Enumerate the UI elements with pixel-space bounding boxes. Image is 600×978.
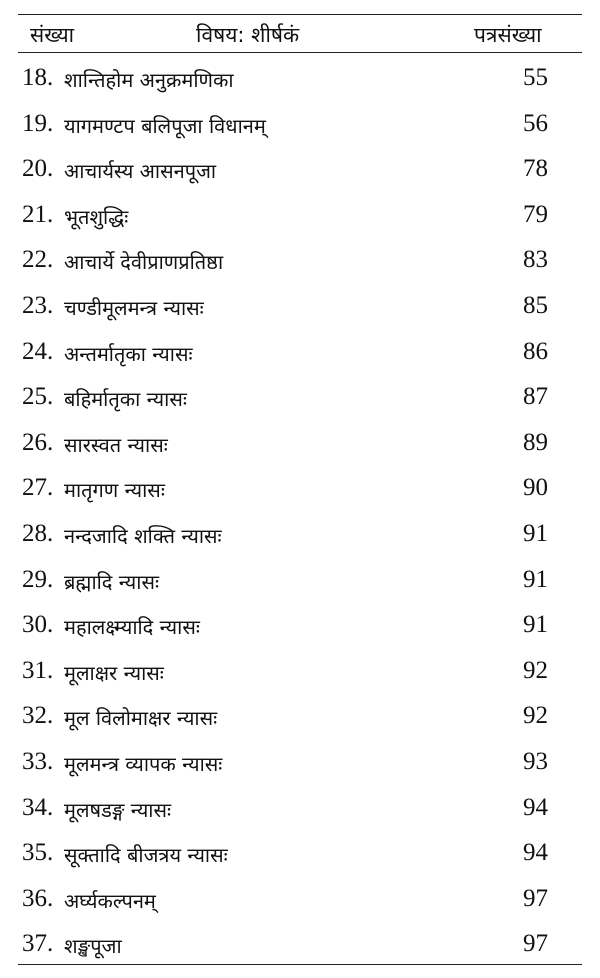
list-item	[0, 879, 600, 925]
table-header	[0, 14, 600, 52]
item-page-number: 91	[523, 611, 548, 639]
list-item	[0, 468, 600, 514]
item-number: 20.	[22, 155, 54, 183]
item-title: अर्घ्यकल्पनम्	[64, 888, 156, 913]
contents-list	[0, 58, 600, 970]
item-number: 31.	[22, 656, 54, 684]
list-item	[0, 332, 600, 378]
bottom-rule	[18, 964, 582, 965]
list-item	[0, 104, 600, 150]
list-item	[0, 58, 600, 104]
item-page-number: 92	[523, 656, 548, 684]
list-item	[0, 195, 600, 241]
list-item	[0, 240, 600, 286]
item-number: 28.	[22, 519, 54, 547]
item-number: 35.	[22, 839, 54, 867]
item-page-number: 91	[523, 565, 548, 593]
item-number: 29.	[22, 565, 54, 593]
header-rule	[18, 52, 582, 53]
item-page-number: 89	[523, 428, 548, 456]
list-item	[0, 788, 600, 834]
item-number: 18.	[22, 64, 54, 91]
item-number: 26.	[22, 428, 54, 456]
item-title: महालक्ष्म्यादि न्यासः	[64, 615, 200, 640]
item-page-number: 78	[523, 155, 548, 183]
header-page-label: पत्रसंख्या	[474, 23, 542, 47]
item-title: मूलमन्त्र व्यापक न्यासः	[64, 751, 223, 776]
item-title: सारस्वत न्यासः	[64, 432, 168, 457]
item-page-number: 87	[523, 383, 548, 411]
header-serial-label: संख्या	[30, 23, 75, 47]
item-title: मातृगण न्यासः	[64, 478, 165, 503]
item-number: 21.	[22, 200, 54, 228]
item-title: चण्डीमूलमन्त्र न्यासः	[64, 295, 204, 320]
item-number: 37.	[22, 930, 54, 958]
item-title: शान्तिहोम अनुक्रमणिका	[64, 68, 234, 92]
item-title: मूल विलोमाक्षर न्यासः	[64, 706, 218, 731]
item-number: 34.	[22, 793, 54, 821]
header-subject-label: विषय: शीर्षकं	[196, 23, 300, 47]
item-number: 22.	[22, 246, 54, 274]
item-number: 33.	[22, 747, 54, 775]
list-item	[0, 423, 600, 469]
item-number: 27.	[22, 474, 54, 502]
item-number: 19.	[22, 109, 54, 137]
item-page-number: 56	[523, 109, 548, 137]
item-page-number: 92	[523, 702, 548, 730]
item-page-number: 86	[523, 337, 548, 365]
item-page-number: 85	[523, 291, 548, 319]
item-page-number: 91	[523, 519, 548, 547]
item-title: आचार्यस्य आसनपूजा	[64, 159, 217, 184]
item-title: बहिर्मातृका न्यासः	[64, 387, 187, 412]
item-number: 36.	[22, 884, 54, 912]
list-item	[0, 651, 600, 697]
item-page-number: 97	[523, 884, 548, 912]
item-number: 30.	[22, 611, 54, 639]
item-page-number: 97	[523, 930, 548, 958]
list-item	[0, 560, 600, 606]
item-title: सूक्तादि बीजत्रय न्यासः	[64, 843, 228, 868]
item-page-number: 90	[523, 474, 548, 502]
item-page-number: 94	[523, 839, 548, 867]
list-item	[0, 286, 600, 332]
list-item	[0, 377, 600, 423]
item-title: मूलषडङ्ग न्यासः	[64, 797, 172, 822]
item-page-number: 94	[523, 793, 548, 821]
item-number: 32.	[22, 702, 54, 730]
item-title: नन्दजादि शक्ति न्यासः	[64, 523, 222, 548]
list-item	[0, 696, 600, 742]
item-title: ब्रह्मादि न्यासः	[64, 569, 160, 594]
item-number: 23.	[22, 291, 54, 319]
item-title: शङ्खपूजा	[64, 934, 122, 959]
list-item	[0, 605, 600, 651]
list-item	[0, 149, 600, 195]
list-item	[0, 514, 600, 560]
list-item	[0, 833, 600, 879]
item-number: 25.	[22, 383, 54, 411]
item-title: भूतशुद्धिः	[64, 204, 129, 229]
item-page-number: 83	[523, 246, 548, 274]
item-title: आचार्ये देवीप्राणप्रतिष्ठा	[64, 250, 224, 275]
item-number: 24.	[22, 337, 54, 365]
item-title: अन्तर्मातृका न्यासः	[64, 341, 193, 366]
item-page-number: 55	[523, 64, 548, 91]
list-item	[0, 742, 600, 788]
item-page-number: 93	[523, 747, 548, 775]
item-title: मूलाक्षर न्यासः	[64, 660, 164, 685]
item-title: यागमण्टप बलिपूजा विधानम्	[64, 113, 266, 138]
item-page-number: 79	[523, 200, 548, 228]
